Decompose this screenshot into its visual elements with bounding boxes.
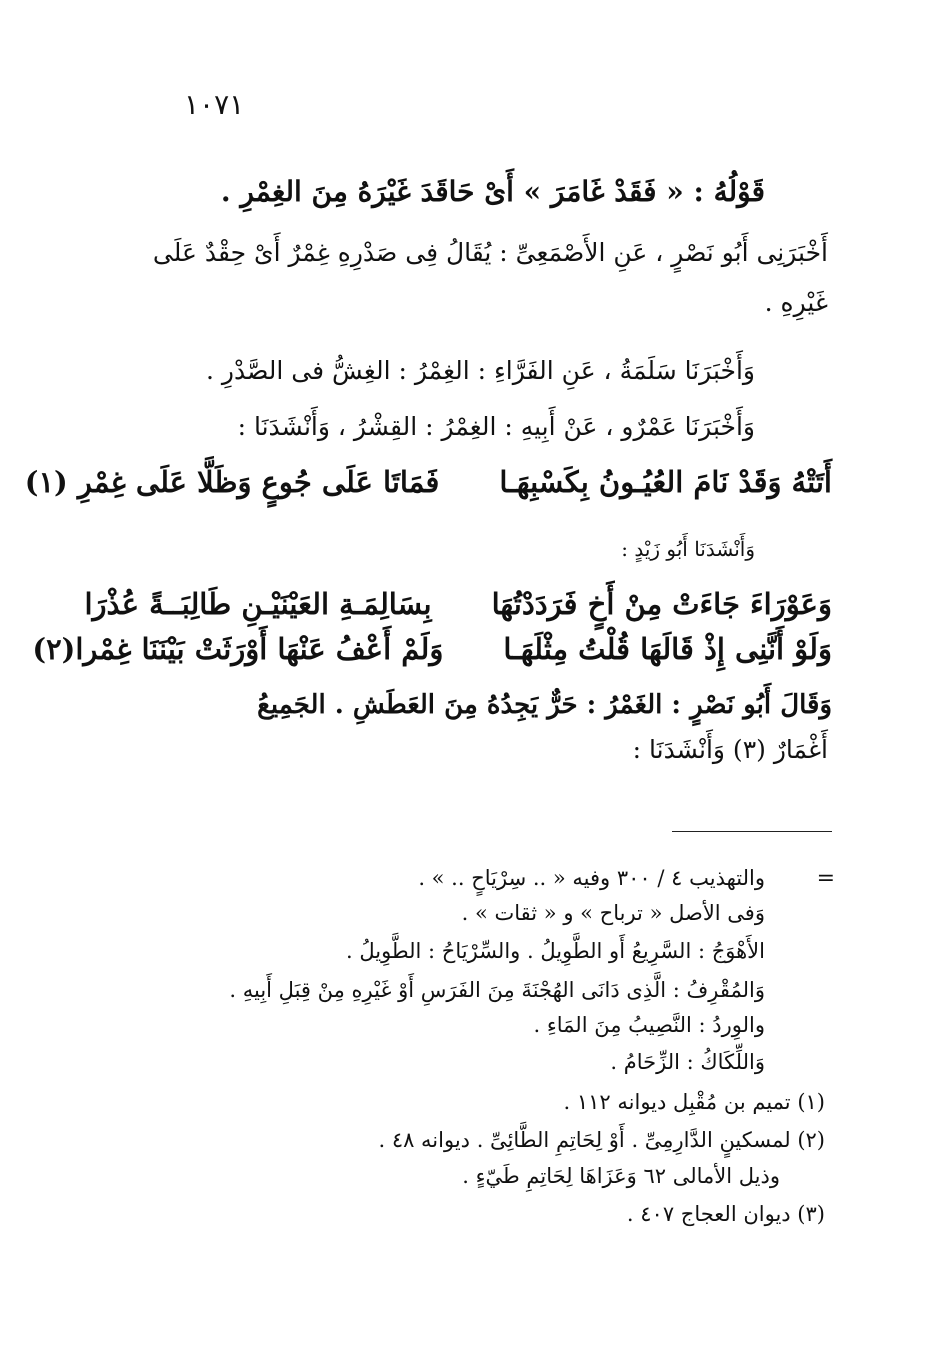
- footnote-continuation-line-2: وَفى الأصل « ترباح » و « ثقات » .: [461, 901, 765, 925]
- page-number: ١٠٧١: [184, 88, 245, 121]
- verse-1-second-hemistich: فَمَاتَا عَلَى جُوعٍ وَظَلَّا عَلَى غِمْرِ (١): [24, 465, 440, 499]
- body-line-2-continued: غَيْرِهِ .: [764, 288, 828, 317]
- body-line-6: وَقَالَ أَبُو نَصْرٍ : الغَمْرُ : حَرٌّ يَجِدُهُ مِنَ العَطَشِ . الجَمِيعُ: [257, 690, 832, 720]
- footnote-separator: [672, 831, 832, 832]
- verse-3-second-hemistich: وَلَمْ أَعْفُ عَنْهَا أَوْرَثَتْ بَيْنَنَا غِمْرا(٢): [32, 632, 444, 666]
- body-line-4: وَأَخْبَرَنَا عَمْرٌو ، عَنْ أَبِيهِ : الغِمْرُ : القِشْرُ ، وَأَنْشَدَنَا :: [237, 412, 755, 441]
- footnote-continuation-line-3: الأَهْوَجُ : السَّرِيعُ أَو الطَّوِيلُ . والسِّرْيَاحُ : الطَّوِيلُ .: [345, 939, 765, 963]
- body-line-6-continued: أَغْمَارٌ (٣) وَأَنْشَدَنَا :: [632, 735, 828, 764]
- verse-1: [25, 465, 832, 499]
- verse-2-first-hemistich: وَعَوْرَاءَ جَاءَتْ مِنْ أَخٍ فَرَدَدْتُهَا: [491, 587, 832, 621]
- footnote-continuation-line-5: والوِردُ : النَّصِيبُ مِنَ المَاءِ .: [533, 1013, 765, 1037]
- body-line-3: وَأَخْبَرَنَا سَلَمَةُ ، عَنِ الفَرَّاءِ : الغِمْرُ : الغِشُّ فى الصَّدْرِ .: [206, 356, 755, 385]
- footnote-continuation-line-4: وَالمُقْرِفُ : الَّذِى دَانَى الهُجْنَةَ مِنَ الفَرَسِ أَوْ غَيْرِهِ مِنْ قِبَلِ أَبِيهِ .: [229, 978, 765, 1002]
- body-line-2: أَخْبَرَنِى أَبُو نَصْرٍ ، عَنِ الأَصْمَعِىِّ : يُقَالُ فِى صَدْرِهِ غِمْرٌ أَىْ حِقْدٌ عَلَى: [152, 238, 828, 267]
- footnote-continuation-line-6: وَاللِّكَاكُ : الزِّحَامُ .: [610, 1050, 765, 1074]
- footnote-2-continued: وذيل الأمالى ٦٢ وَعَزَاهَا لِحَاتِمِ طَيّءٍ .: [462, 1164, 780, 1188]
- verse-2-second-hemistich: بِسَالِمَـةِ العَيْنَيْـنِ طَالِبَــةً عُذْرَا: [84, 587, 432, 621]
- footnote-continuation-line-1: والتهذيب ٤ / ٣٠٠ وفيه « .. سِرْيَاحٍ .. » .: [418, 866, 765, 890]
- footnote-1: (١) تميم بن مُقْبِل ديوانه ١١٢ .: [563, 1090, 825, 1114]
- verse-3-first-hemistich: وَلَوْ أَنَّنِى إِذْ قَالَهَا قُلْتُ مِثْلَهَـا: [503, 632, 832, 666]
- verse-1-first-hemistich: أَتَتْهُ وَقَدْ نَامَ العُيُـونُ بِكَسْبِهَـا: [499, 465, 832, 499]
- footnote-2: (٢) لمسكينٍ الدَّارِمِىِّ . أَوْ لِحَاتِمِ الطَّائِىِّ . ديوانه ٤٨ .: [378, 1128, 825, 1152]
- verse-2: [85, 587, 833, 621]
- footnote-continuation-mark: =: [816, 866, 835, 891]
- verse-3: [32, 632, 832, 666]
- body-line-1: قَوْلُهُ : « فَقَدْ غَامَرَ » أَىْ حَاقَدَ غَيْرَهُ مِنَ الغِمْرِ .: [220, 175, 765, 208]
- footnote-3: (٣) ديوان العجاج ٤٠٧ .: [626, 1202, 825, 1226]
- body-line-5: وَأَنْشَدَنَا أَبُو زَيْدٍ :: [621, 537, 755, 561]
